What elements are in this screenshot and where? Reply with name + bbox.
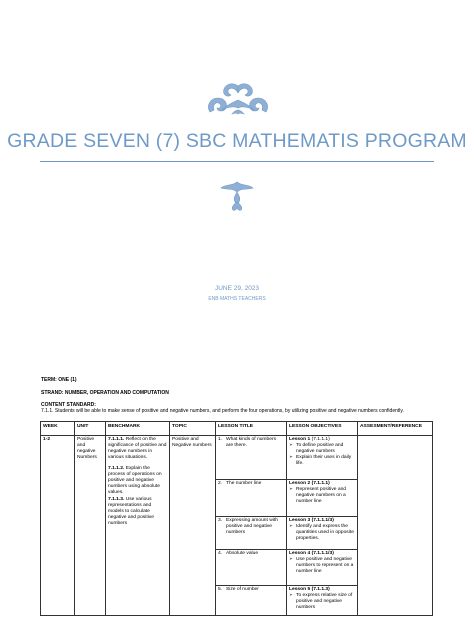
lesson-objectives-cell: Lesson 4 (7.1.1.1/3) ➢ Use positive and negative numbers to represent on a number line	[287, 550, 358, 586]
header-benchmark: BENCHMARK	[106, 422, 170, 436]
header-lesson-title: LESSON TITLE	[216, 422, 287, 436]
lesson-objectives-cell: Lesson 3 (7.1.1.1/3) ➢ Identify and express the quantities used in opposite properties.	[287, 517, 358, 550]
benchmark-item: 7.1.1.1. Reflect on the significance of positive and negative numbers in various situations.	[108, 437, 167, 460]
header-lesson-objectives: LESSON OBJECTIVES	[287, 422, 358, 436]
header-unit: UNIT	[75, 422, 106, 436]
lesson-title-cell: 3. Expressing amount with positive and negative numbers	[216, 517, 287, 550]
document-date: JUNE 29, 2023	[214, 285, 260, 292]
header-assessment: ASSESMENT/REFERENCE	[358, 422, 433, 436]
organization-name: ENB MATHS TEACHERS	[208, 296, 266, 302]
content-standard-text: 7.1.1. Students will be able to make sense of positive and negative numbers, and perform the four operations, by utilizing positive and negative numbers confidently.	[41, 408, 404, 414]
fleur-divider-ornament-icon	[219, 178, 255, 212]
header-topic: TOPIC	[170, 422, 216, 436]
benchmark-cell	[106, 436, 170, 616]
benchmark-item: 7.1.1.3. Use various representations and models to calculate negative and positive numbers	[108, 497, 154, 526]
week-cell: 1-2	[41, 436, 75, 616]
strand-label: STRAND: NUMBER, OPERATION AND COMPUTATION	[41, 390, 169, 396]
lesson-title-cell: 2. The number line	[216, 480, 287, 517]
document-title: GRADE SEVEN (7) SBC MATHEMATIS PROGRAM	[7, 130, 467, 152]
header-week: WEEK	[41, 422, 75, 436]
unit-cell: Positive and negative Numbers	[75, 436, 106, 616]
term-label: TERM: ONE (1)	[41, 377, 77, 383]
lesson-title-cell: 1. What kinds of numbers are there.	[216, 436, 287, 480]
content-standard-label: CONTENT STANDARD:	[41, 402, 96, 408]
lesson-objectives-cell: Lesson 1 (7.1.1.1) ➢ To define positive and negative numbers ➢ Explain their uses in daily life.	[287, 436, 358, 480]
table-header-row	[41, 422, 433, 436]
assessment-cell	[358, 436, 433, 616]
program-table	[40, 421, 433, 616]
table-row	[41, 436, 433, 480]
lesson-objectives-cell: Lesson 5 (7.1.1.3) ➢ To express relative size of positive and negative numbers	[287, 586, 358, 616]
benchmark-item: 7.1.1.2. Explain the process of operations on positive and negative numbers using absolute values.	[108, 466, 162, 495]
title-divider	[40, 161, 434, 162]
lesson-title-cell: 4. Absolute value	[216, 550, 287, 586]
lesson-objectives-cell: Lesson 2 (7.1.1.1) ➢ Represent positive and negative numbers on a number line	[287, 480, 358, 517]
topic-cell: Positive and Negative numbers	[170, 436, 216, 616]
lesson-title-cell: 5. Size of number	[216, 586, 287, 616]
floral-scroll-ornament-icon	[202, 80, 274, 118]
